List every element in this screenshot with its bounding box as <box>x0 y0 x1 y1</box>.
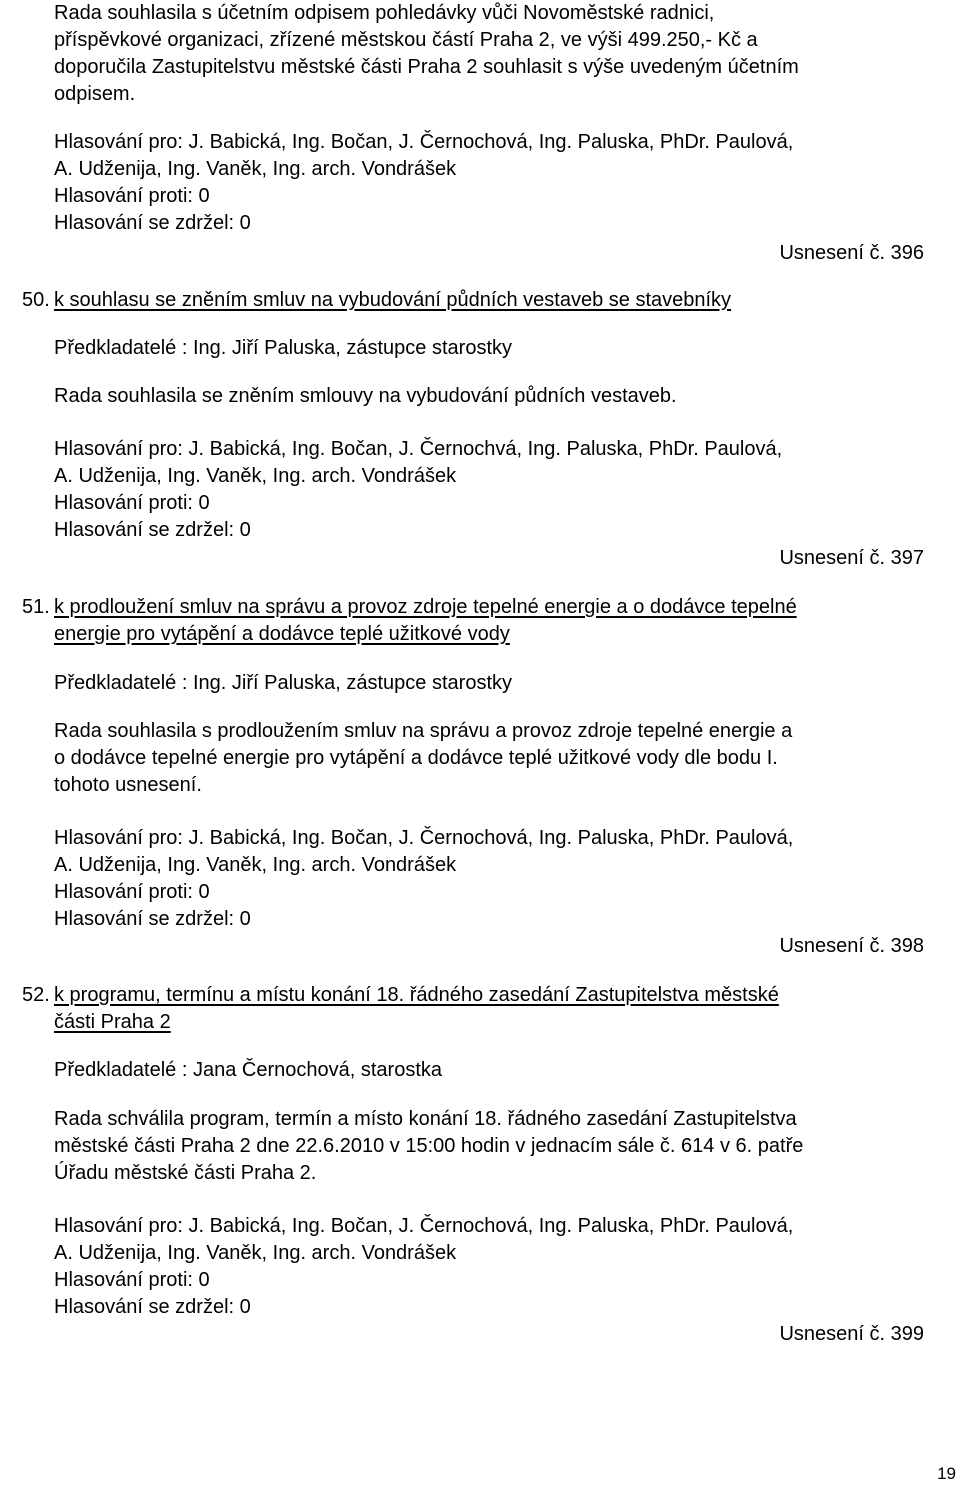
vote-for-line: Hlasování pro: J. Babická, Ing. Bočan, J. Černochová, Ing. Paluska, PhDr. Paulová, <box>54 131 794 153</box>
item-title: k programu, termínu a místu konání 18. řádného zasedání Zastupitelstva městské <box>54 984 779 1006</box>
vote-abstain: Hlasování se zdržel: 0 <box>54 908 251 930</box>
vote-for-names: A. Udženija, Ing. Vaněk, Ing. arch. Vondrášek <box>54 465 457 487</box>
item-title: části Praha 2 <box>54 1011 171 1033</box>
item-submitter: Předkladatelé : Ing. Jiří Paluska, zástupce starostky <box>54 672 512 694</box>
intro-text-line: příspěvkové organizaci, zřízené městskou částí Praha 2, ve výši 499.250,- Kč a <box>54 29 758 51</box>
item-number: 52. <box>22 984 50 1006</box>
vote-for-line: Hlasování pro: J. Babická, Ing. Bočan, J. Černochová, Ing. Paluska, PhDr. Paulová, <box>54 1215 794 1237</box>
vote-against: Hlasování proti: 0 <box>54 185 210 207</box>
vote-for-names: A. Udženija, Ing. Vaněk, Ing. arch. Vondrášek <box>54 854 457 876</box>
item-text: městské části Praha 2 dne 22.6.2010 v 15:00 hodin v jednacím sále č. 614 v 6. patře <box>54 1135 804 1157</box>
item-submitter: Předkladatelé : Jana Černochová, starostka <box>54 1059 442 1081</box>
vote-for-line: Hlasování pro: J. Babická, Ing. Bočan, J. Černochová, Ing. Paluska, PhDr. Paulová, <box>54 827 794 849</box>
item-title: k souhlasu se zněním smluv na vybudování půdních vestaveb se stavebníky <box>54 289 732 311</box>
item-text: Rada souhlasila se zněním smlouvy na vybudování půdních vestaveb. <box>54 385 677 407</box>
vote-for-line: Hlasování pro: J. Babická, Ing. Bočan, J. Černochvá, Ing. Paluska, PhDr. Paulová, <box>54 438 783 460</box>
intro-text-line: doporučila Zastupitelstvu městské části Praha 2 souhlasit s výše uvedeným účetním <box>54 56 799 78</box>
item-number: 50. <box>22 289 50 311</box>
item-title: k prodloužení smluv na správu a provoz zdroje tepelné energie a o dodávce tepelné <box>54 596 797 618</box>
vote-for-names: A. Udženija, Ing. Vaněk, Ing. arch. Vondrášek <box>54 1242 457 1264</box>
vote-abstain: Hlasování se zdržel: 0 <box>54 519 251 541</box>
item-text: Úřadu městské části Praha 2. <box>54 1162 317 1184</box>
vote-against: Hlasování proti: 0 <box>54 881 210 903</box>
item-text: tohoto usnesení. <box>54 774 202 796</box>
vote-abstain: Hlasování se zdržel: 0 <box>54 1296 251 1318</box>
item-text: Rada schválila program, termín a místo konání 18. řádného zasedání Zastupitelstva <box>54 1108 797 1130</box>
resolution-number: Usnesení č. 396 <box>779 242 924 264</box>
item-title: energie pro vytápění a dodávce teplé užitkové vody <box>54 623 510 645</box>
resolution-number: Usnesení č. 398 <box>779 935 924 957</box>
page-number: 19 <box>937 1464 956 1483</box>
vote-for-names: A. Udženija, Ing. Vaněk, Ing. arch. Vondrášek <box>54 158 457 180</box>
vote-abstain: Hlasování se zdržel: 0 <box>54 212 251 234</box>
resolution-number: Usnesení č. 397 <box>779 547 924 569</box>
intro-text-line: odpisem. <box>54 83 136 105</box>
item-text: Rada souhlasila s prodloužením smluv na správu a provoz zdroje tepelné energie a <box>54 720 793 742</box>
intro-text-line: Rada souhlasila s účetním odpisem pohledávky vůči Novoměstské radnici, <box>54 2 715 24</box>
resolution-number: Usnesení č. 399 <box>779 1323 924 1345</box>
vote-against: Hlasování proti: 0 <box>54 492 210 514</box>
item-text: o dodávce tepelné energie pro vytápění a dodávce teplé užitkové vody dle bodu I. <box>54 747 778 769</box>
vote-against: Hlasování proti: 0 <box>54 1269 210 1291</box>
item-submitter: Předkladatelé : Ing. Jiří Paluska, zástupce starostky <box>54 337 512 359</box>
item-number: 51. <box>22 596 50 618</box>
